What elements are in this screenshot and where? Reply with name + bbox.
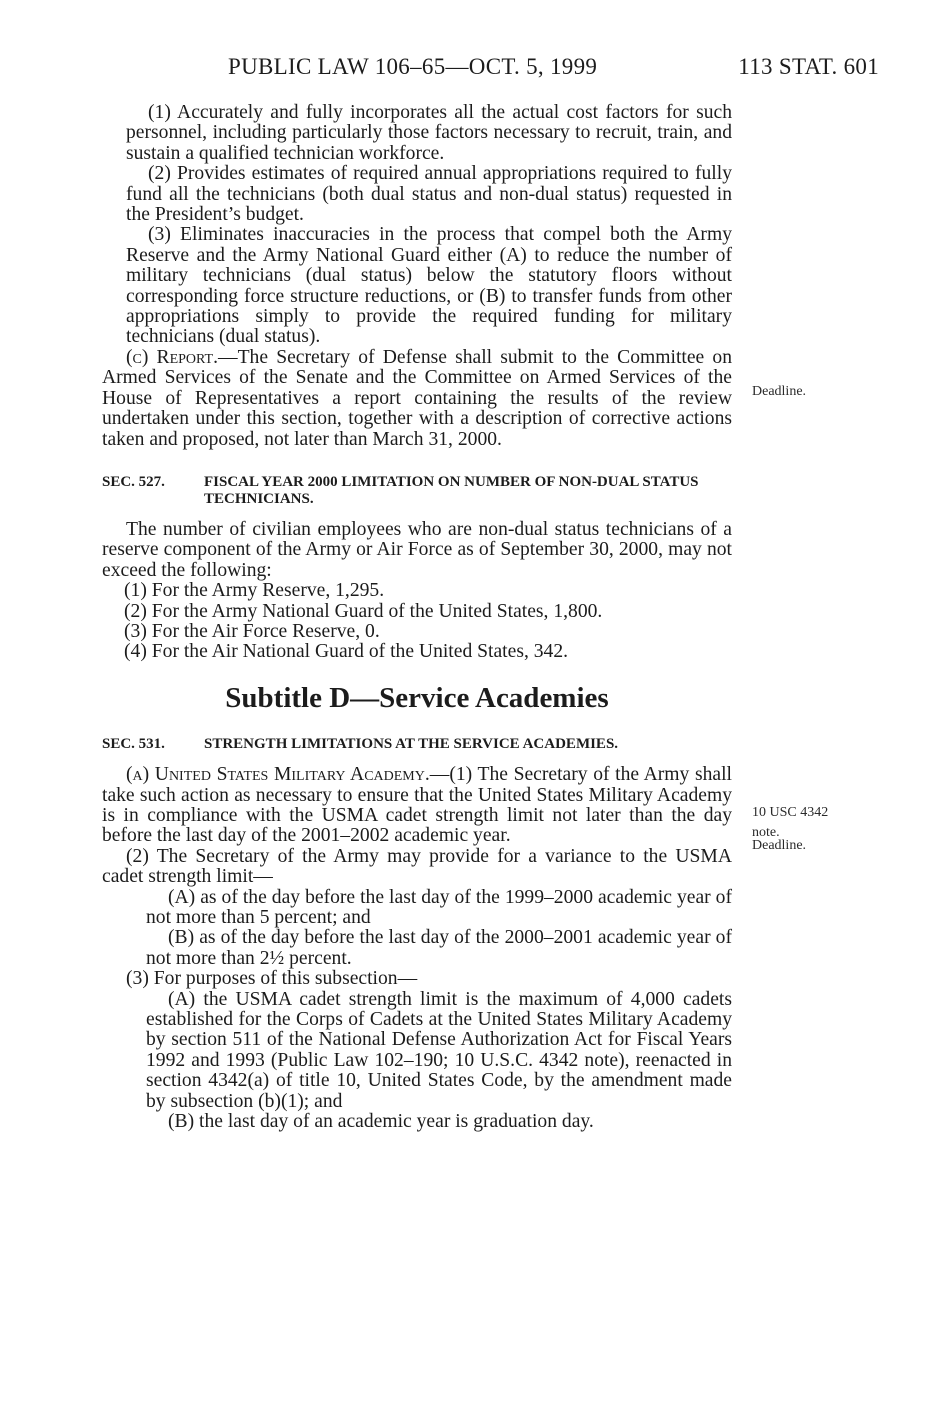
section-527-title: FISCAL YEAR 2000 LIMITATION ON NUMBER OF NON-DUAL STATUS TECHNICIANS.: [204, 473, 699, 507]
subsection-a-heading: (a) United States Military Academy.: [126, 764, 430, 786]
paragraph-2: (2) Provides estimates of required annual appropriations required to fully fund all the technicians (both dual status and non-dual status) requested in the President’s budget.: [126, 163, 732, 226]
margin-note-deadline-2: Deadline.: [752, 838, 807, 853]
margin-note-deadline: Deadline.: [752, 384, 807, 399]
subsection-a-text: —(1) The Secretary of the Army shall take such action as necessary to ensure that the United States Military Academy is in compliance with the USMA cadet strength limit not later than the day before the last day of the 2001–2002 academic year.: [102, 764, 732, 847]
section-527-intro: The number of civilian employees who are non-dual status technicians of a reserve component of the Army or Air Force as of September 30, 2000, may not exceed the following:: [102, 518, 732, 581]
report-heading: (c) Report.: [126, 346, 218, 368]
document-body: [102, 103, 732, 1132]
subsection-a-paragraph-3: (3) For purposes of this subsection—: [126, 968, 418, 990]
subparagraph-3-b: (B) the last day of an academic year is graduation day.: [168, 1111, 594, 1133]
report-text: —The Secretary of Defense shall submit to the Committee on Armed Services of the Senate and the Committee on Armed Services of the House of Representatives a report containing the results of the review undertaken under this section, together with a description of corrective actions taken and proposed, not later than March 31, 2000.: [102, 346, 732, 450]
list-item-527-2: (2) For the Army National Guard of the United States, 1,800.: [124, 600, 603, 622]
running-header-title: PUBLIC LAW 106–65—OCT. 5, 1999: [228, 54, 598, 79]
section-531-title: STRENGTH LIMITATIONS AT THE SERVICE ACADEMIES.: [204, 736, 619, 753]
margin-note-usc: 10 USC 4342: [752, 805, 829, 820]
section-531-number: SEC. 531.: [102, 736, 165, 753]
list-item-527-3: (3) For the Air Force Reserve, 0.: [124, 620, 380, 642]
section-527-heading: [102, 474, 732, 508]
report-paragraph: [102, 348, 732, 450]
subtitle-heading: Subtitle D—Service Academies: [225, 681, 609, 714]
subparagraph-2-b: (B) as of the day before the last day of the 2000–2001 academic year of not more than 2½ percent.: [146, 927, 732, 969]
section-531-heading: [102, 736, 732, 753]
list-item-527-1: (1) For the Army Reserve, 1,295.: [124, 580, 385, 602]
subparagraph-2-a: (A) as of the day before the last day of the 1999–2000 academic year of not more than 5 percent; and: [146, 886, 732, 928]
list-item-527-4: (4) For the Air National Guard of the United States, 342.: [124, 641, 569, 663]
subsection-a-paragraph-1: [102, 765, 732, 847]
margin-note-note: note.: [752, 825, 780, 840]
margin-note-usc-ref: [752, 806, 828, 852]
page-stat-number: 113 STAT. 601: [738, 54, 879, 79]
section-527-number: SEC. 527.: [102, 473, 165, 490]
subparagraph-3-a: (A) the USMA cadet strength limit is the maximum of 4,000 cadets established for the Corps of Cadets at the United States Military Academy by section 511 of the National Defense Authorization Act for Fiscal Years 1992 and 1993 (Public Law 102–190; 10 U.S.C. 4342 note), reenacted in section 4342(a) of title 10, United States Code, by the amendment made by subsection (b)(1); and: [146, 988, 732, 1112]
paragraph-3: (3) Eliminates inaccuracies in the process that compel both the Army Reserve and the Army National Guard either (A) to reduce the number of military technicians (dual status) below the statutory floors without corresponding force structure reductions, or (B) to transfer funds from other appropriations simply to provide the required funding for military technicians (dual status).: [126, 224, 732, 348]
subsection-a-paragraph-2: (2) The Secretary of the Army may provide for a variance to the USMA cadet strength limit—: [102, 845, 732, 888]
paragraph-1: (1) Accurately and fully incorporates all the actual cost factors for such personnel, including particularly those factors necessary to recruit, train, and sustain a qualified technician workforce.: [126, 102, 732, 164]
